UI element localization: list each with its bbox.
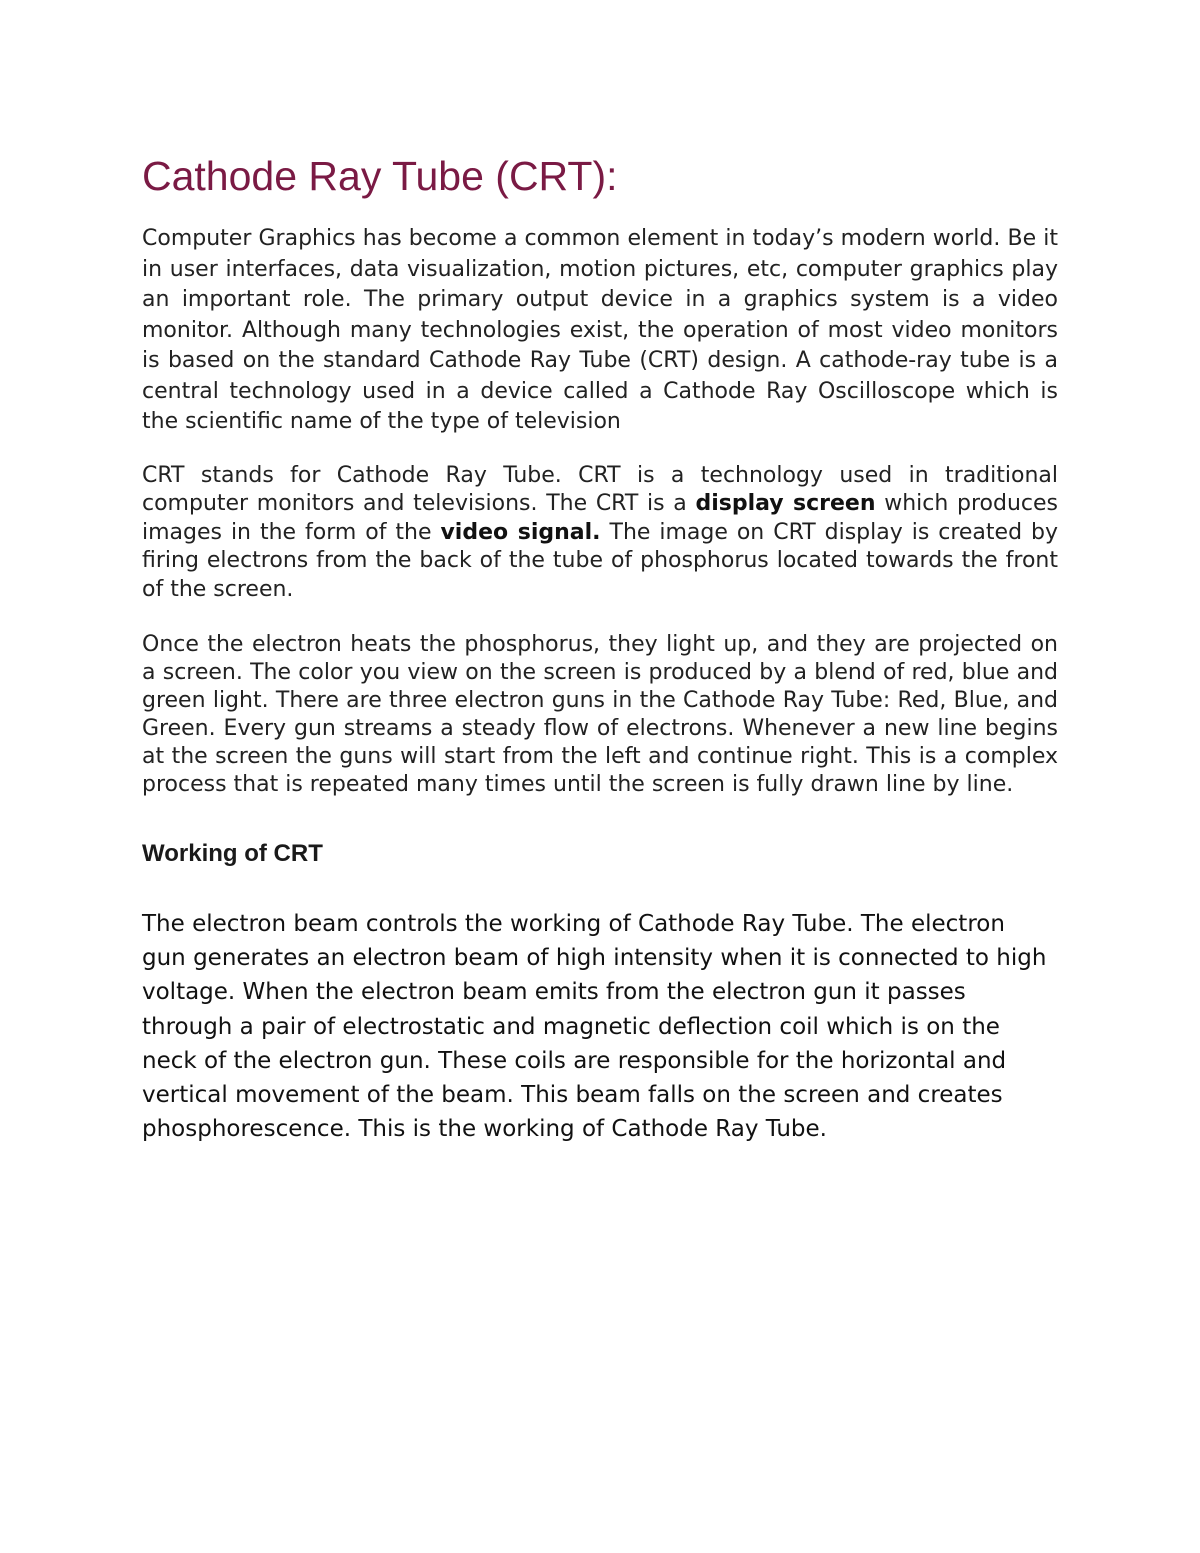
- video-signal-bold: video signal.: [440, 519, 601, 545]
- crt-definition-text-2: which produces images in the form of the: [142, 491, 1058, 545]
- document-title: Cathode Ray Tube (CRT):: [142, 153, 618, 199]
- intro-paragraph: Computer Graphics has become a common element in today’s modern world. Be it in user interfaces, data visualization, motion pictures, etc, computer graphics play an important role. The primary output device in a graphics system is a video monitor. Although many technologies exist, the operation of most video monitors is based on the standard Cathode Ray Tube (CRT) design. A cathode-ray tube is a central technology used in a device called a Cathode Ray Oscilloscope which is the scientific name of the type of television: [142, 226, 1058, 434]
- crt-definition-text-3: The image on CRT display is created by firing electrons from the back of the tube of phosphorus located towards the front of the screen.: [142, 519, 1058, 602]
- crt-definition-text-1: CRT stands for Cathode Ray Tube. CRT is a technology used in traditional computer monitors and televisions. The CRT is a: [142, 462, 1058, 516]
- document-page: [142, 150, 1058, 1146]
- working-paragraph: The electron beam controls the working of Cathode Ray Tube. The electron gun generates an electron beam of high intensity when it is connected to high voltage. When the electron beam emits from the electron gun it passes through a pair of electrostatic and magnetic deflection coil which is on the neck of the electron gun. These coils are responsible for the horizontal and vertical movement of the beam. This beam falls on the screen and creates phosphorescence. This is the working of Cathode Ray Tube.: [142, 911, 1047, 1143]
- electron-guns-paragraph: Once the electron heats the phosphorus, they light up, and they are projected on a screen. The color you view on the screen is produced by a blend of red, blue and green light. There are three electron guns in the Cathode Ray Tube: Red, Blue, and Green. Every gun streams a steady flow of electrons. Whenever a new line begins at the screen the guns will start from the left and continue right. This is a complex process that is repeated many times until the screen is fully drawn line by line.: [142, 632, 1058, 797]
- crt-definition-paragraph: [142, 462, 1058, 605]
- display-screen-bold: display screen: [695, 491, 876, 516]
- section-heading: Working of CRT: [142, 840, 323, 867]
